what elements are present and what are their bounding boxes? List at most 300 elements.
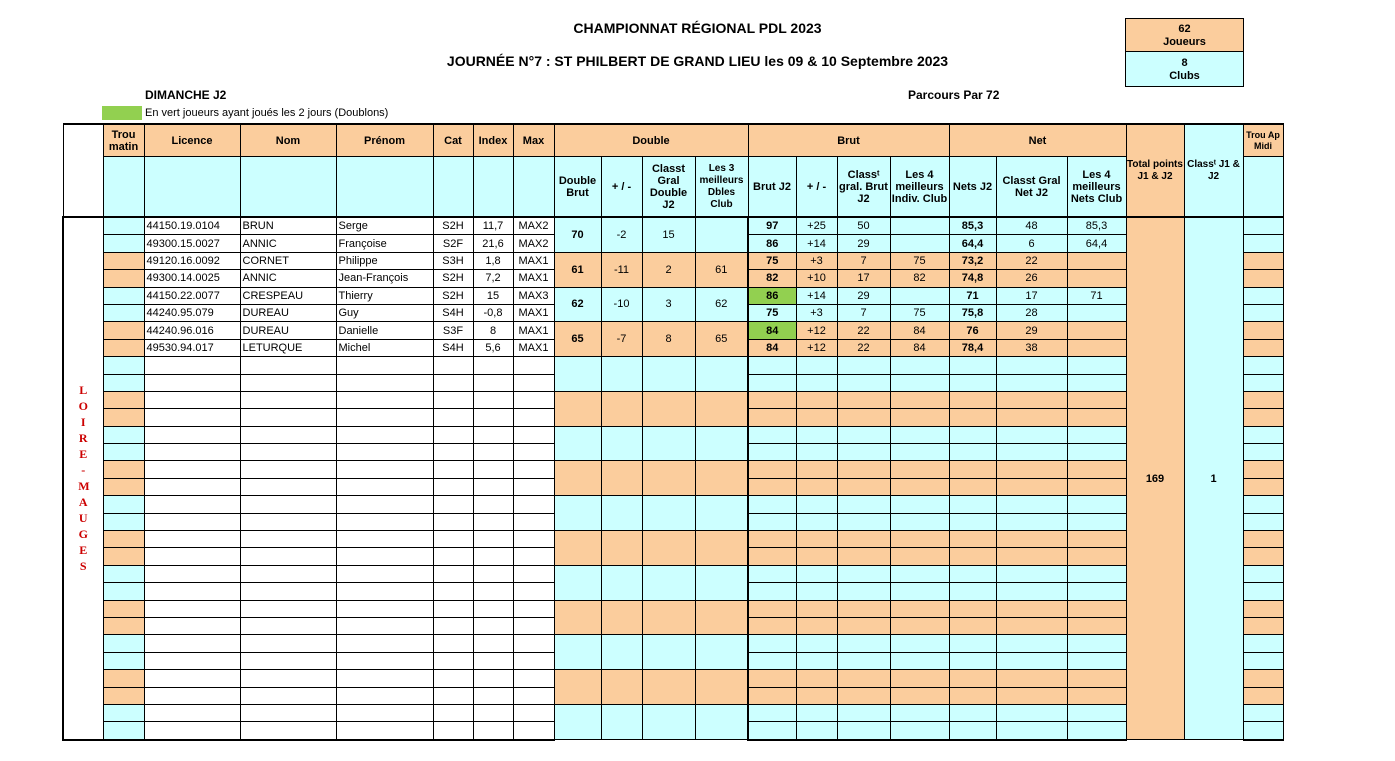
trou-ap-midi-cell [1243,496,1283,513]
double-best3-cell: 61 [695,252,748,287]
classt-brut-cell: 7 [837,252,890,269]
col-double-plus-minus: + / - [601,157,642,218]
col-total-points: Total points J1 & J2 [1126,124,1184,217]
max-cell: MAX2 [513,235,554,252]
brut-plus-minus-cell [796,704,837,721]
double-best3-cell [695,391,748,426]
trou-matin-cell [103,409,144,426]
classt-net-cell [996,444,1067,461]
licence-cell [144,391,240,408]
total-points-cell: 169 [1126,217,1184,740]
licence-cell [144,409,240,426]
prenom-cell: Serge [336,217,433,235]
double-brut-cell: 61 [554,252,601,287]
double-classt-cell [642,391,695,426]
trou-ap-midi-cell [1243,617,1283,634]
trou-matin-cell [103,704,144,721]
best4-indiv-cell [890,687,949,704]
prenom-cell [336,391,433,408]
double-best3-cell [695,565,748,600]
brut-j2-cell [748,357,796,374]
double-plus-minus-cell: -2 [601,217,642,252]
group-double: Double [554,124,748,157]
best4-nets-cell [1067,409,1126,426]
net-j2-cell [949,513,996,530]
double-best3-cell [695,704,748,739]
trou-matin-cell [103,531,144,548]
brut-j2-cell: 75 [748,304,796,321]
max-cell [513,722,554,740]
brut-plus-minus-cell [796,548,837,565]
best4-nets-cell [1067,583,1126,600]
double-classt-cell: 2 [642,252,695,287]
cat-cell [433,391,473,408]
licence-cell [144,722,240,740]
index-cell [473,565,513,582]
brut-plus-minus-cell [796,496,837,513]
brut-j2-cell: 84 [748,322,796,339]
brut-j2-cell [748,687,796,704]
table-row [63,600,1283,617]
nom-cell [240,513,336,530]
best4-indiv-cell [890,391,949,408]
max-cell [513,513,554,530]
licence-cell: 44150.22.0077 [144,287,240,304]
cat-cell [433,670,473,687]
trou-matin-cell [103,217,144,235]
best4-nets-cell [1067,531,1126,548]
brut-plus-minus-cell [796,461,837,478]
brut-plus-minus-cell: +3 [796,252,837,269]
best4-indiv-cell [890,635,949,652]
table-row [63,531,1283,548]
classt-net-cell [996,531,1067,548]
nom-cell [240,600,336,617]
net-j2-cell: 85,3 [949,217,996,235]
double-classt-cell [642,461,695,496]
trou-ap-midi-cell [1243,235,1283,252]
index-cell: 1,8 [473,252,513,269]
classt-brut-cell [837,670,890,687]
max-cell [513,374,554,391]
licence-cell [144,374,240,391]
licence-cell [144,548,240,565]
double-best3-cell: 62 [695,287,748,322]
sub-max [513,157,554,218]
double-brut-cell [554,461,601,496]
nom-cell [240,357,336,374]
prenom-cell [336,461,433,478]
brut-plus-minus-cell [796,374,837,391]
classt-brut-cell: 17 [837,270,890,287]
double-plus-minus-cell [601,635,642,670]
double-brut-cell [554,704,601,739]
brut-j2-cell [748,478,796,495]
double-plus-minus-cell [601,600,642,635]
prenom-cell [336,600,433,617]
classt-net-cell: 26 [996,270,1067,287]
day-label: DIMANCHE J2 [145,88,227,102]
cat-cell [433,600,473,617]
classt-net-cell [996,722,1067,740]
classt-net-cell [996,409,1067,426]
double-best3-cell [695,217,748,252]
table-row [63,704,1283,721]
trou-matin-cell [103,374,144,391]
trou-matin-cell [103,322,144,339]
best4-nets-cell [1067,496,1126,513]
classt-brut-cell [837,548,890,565]
brut-j2-cell: 82 [748,270,796,287]
licence-cell [144,687,240,704]
best4-nets-cell [1067,391,1126,408]
best4-indiv-cell [890,217,949,235]
table-row [63,217,1283,235]
net-j2-cell [949,687,996,704]
classt-net-cell [996,617,1067,634]
index-cell [473,478,513,495]
index-cell [473,357,513,374]
index-cell [473,722,513,740]
classt-brut-cell [837,478,890,495]
nom-cell: LETURQUE [240,339,336,356]
net-j2-cell [949,478,996,495]
table-row [63,496,1283,513]
trou-matin-cell [103,496,144,513]
trou-ap-midi-cell [1243,600,1283,617]
brut-plus-minus-cell: +14 [796,287,837,304]
trou-ap-midi-cell [1243,548,1283,565]
classt-brut-cell [837,652,890,669]
best4-indiv-cell [890,513,949,530]
best4-nets-cell: 64,4 [1067,235,1126,252]
best4-indiv-cell [890,374,949,391]
best4-indiv-cell: 84 [890,322,949,339]
cat-cell [433,374,473,391]
net-j2-cell [949,583,996,600]
cat-cell: S2H [433,270,473,287]
trou-ap-midi-cell [1243,652,1283,669]
best4-nets-cell [1067,322,1126,339]
best4-indiv-cell: 75 [890,304,949,321]
double-classt-cell [642,496,695,531]
trou-matin-cell [103,548,144,565]
nom-cell [240,635,336,652]
prenom-cell [336,496,433,513]
brut-j2-cell [748,722,796,740]
prenom-cell: Philippe [336,252,433,269]
max-cell: MAX1 [513,339,554,356]
brut-j2-cell [748,600,796,617]
best4-indiv-cell [890,617,949,634]
best4-nets-cell [1067,357,1126,374]
nom-cell [240,496,336,513]
double-best3-cell [695,635,748,670]
brut-plus-minus-cell [796,687,837,704]
double-brut-cell: 62 [554,287,601,322]
max-cell: MAX2 [513,217,554,235]
trou-ap-midi-cell [1243,426,1283,443]
classt-net-cell: 6 [996,235,1067,252]
cat-cell: S3F [433,322,473,339]
classt-brut-cell [837,722,890,740]
best4-nets-cell [1067,565,1126,582]
group-brut: Brut [748,124,949,157]
best4-indiv-cell [890,670,949,687]
classt-brut-cell [837,531,890,548]
club-rank-cell: 1 [1184,217,1243,740]
best4-indiv-cell [890,426,949,443]
cat-cell: S2H [433,287,473,304]
double-best3-cell [695,461,748,496]
col-licence: Licence [144,124,240,157]
trou-matin-cell [103,478,144,495]
col-les4-nets: Les 4 meilleurs Nets Club [1067,157,1126,218]
nom-cell [240,548,336,565]
double-plus-minus-cell [601,565,642,600]
double-plus-minus-cell [601,391,642,426]
double-best3-cell [695,600,748,635]
nom-cell: DUREAU [240,304,336,321]
double-classt-cell [642,670,695,705]
trou-ap-midi-cell [1243,357,1283,374]
classt-brut-cell [837,426,890,443]
table-row [63,461,1283,478]
index-cell [473,444,513,461]
best4-nets-cell [1067,548,1126,565]
cat-cell: S3H [433,252,473,269]
nom-cell [240,374,336,391]
prenom-cell [336,722,433,740]
double-best3-cell [695,426,748,461]
classt-brut-cell [837,704,890,721]
classt-net-cell [996,391,1067,408]
trou-ap-midi-cell [1243,322,1283,339]
net-j2-cell [949,652,996,669]
cat-cell [433,652,473,669]
double-classt-cell [642,704,695,739]
index-cell [473,704,513,721]
best4-nets-cell [1067,374,1126,391]
licence-cell [144,583,240,600]
cat-cell: S4H [433,304,473,321]
trou-ap-midi-cell [1243,704,1283,721]
classt-net-cell [996,670,1067,687]
licence-cell [144,531,240,548]
double-brut-cell [554,565,601,600]
index-cell: 8 [473,322,513,339]
classt-net-cell: 38 [996,339,1067,356]
classt-brut-cell: 7 [837,304,890,321]
nom-cell [240,617,336,634]
classt-net-cell [996,704,1067,721]
trou-ap-midi-cell [1243,461,1283,478]
double-brut-cell [554,391,601,426]
nom-cell [240,565,336,582]
trou-matin-cell [103,670,144,687]
double-classt-cell [642,531,695,566]
brut-j2-cell [748,444,796,461]
best4-nets-cell: 71 [1067,287,1126,304]
net-j2-cell [949,374,996,391]
double-plus-minus-cell: -7 [601,322,642,357]
brut-j2-cell: 84 [748,339,796,356]
nom-cell [240,409,336,426]
classt-net-cell: 48 [996,217,1067,235]
cat-cell [433,548,473,565]
brut-j2-cell [748,374,796,391]
cat-cell [433,635,473,652]
sub-licence [144,157,240,218]
col-brut-plus-minus: + / - [796,157,837,218]
max-cell [513,357,554,374]
licence-cell [144,617,240,634]
cat-cell [433,444,473,461]
prenom-cell [336,687,433,704]
max-cell: MAX1 [513,270,554,287]
trou-ap-midi-cell [1243,287,1283,304]
best4-nets-cell [1067,513,1126,530]
trou-matin-cell [103,252,144,269]
index-cell: 5,6 [473,339,513,356]
cat-cell: S2F [433,235,473,252]
classt-net-cell [996,461,1067,478]
prenom-cell [336,357,433,374]
classt-net-cell [996,374,1067,391]
double-brut-cell: 70 [554,217,601,252]
col-les3-dbles: Les 3 meilleurs Dbles Club [695,157,748,218]
index-cell: 15 [473,287,513,304]
net-j2-cell [949,409,996,426]
trou-matin-cell [103,565,144,582]
club-name-cell [63,217,103,740]
licence-cell [144,496,240,513]
col-cat: Cat [433,124,473,157]
double-classt-cell [642,357,695,392]
brut-plus-minus-cell [796,426,837,443]
best4-nets-cell: 85,3 [1067,217,1126,235]
brut-plus-minus-cell [796,531,837,548]
brut-j2-cell: 86 [748,287,796,304]
nom-cell [240,478,336,495]
sub-prenom [336,157,433,218]
col-classt-j1j2: Classᵗ J1 & J2 [1184,124,1243,217]
index-cell [473,391,513,408]
brut-j2-cell [748,635,796,652]
double-best3-cell [695,496,748,531]
licence-cell: 44240.96.016 [144,322,240,339]
best4-indiv-cell [890,600,949,617]
net-j2-cell [949,565,996,582]
trou-ap-midi-cell [1243,304,1283,321]
max-cell [513,687,554,704]
col-prenom: Prénom [336,124,433,157]
club-name: L O I R E - M A U G E S [78,383,90,574]
max-cell [513,652,554,669]
table-row [63,322,1283,339]
index-cell [473,583,513,600]
nom-cell [240,426,336,443]
classt-net-cell [996,426,1067,443]
classt-net-cell [996,687,1067,704]
classt-brut-cell: 29 [837,235,890,252]
classt-brut-cell [837,513,890,530]
licence-cell [144,704,240,721]
double-brut-cell [554,426,601,461]
group-net: Net [949,124,1126,157]
classt-brut-cell [837,600,890,617]
best4-indiv-cell: 82 [890,270,949,287]
best4-indiv-cell [890,583,949,600]
best4-nets-cell [1067,617,1126,634]
trou-matin-cell [103,722,144,740]
sub-cat [433,157,473,218]
net-j2-cell [949,357,996,374]
brut-j2-cell: 75 [748,252,796,269]
double-plus-minus-cell [601,704,642,739]
licence-cell: 49300.15.0027 [144,235,240,252]
club-header-blank [63,124,103,217]
prenom-cell [336,670,433,687]
classt-brut-cell [837,374,890,391]
best4-nets-cell [1067,461,1126,478]
trou-matin-cell [103,426,144,443]
net-j2-cell [949,600,996,617]
prenom-cell [336,548,433,565]
trou-ap-midi-cell [1243,409,1283,426]
brut-plus-minus-cell: +25 [796,217,837,235]
max-cell [513,461,554,478]
double-brut-cell: 65 [554,322,601,357]
nom-cell [240,531,336,548]
cat-cell [433,583,473,600]
prenom-cell [336,704,433,721]
best4-indiv-cell [890,235,949,252]
col-nom: Nom [240,124,336,157]
brut-plus-minus-cell [796,722,837,740]
index-cell [473,426,513,443]
best4-nets-cell [1067,444,1126,461]
brut-j2-cell [748,548,796,565]
best4-nets-cell [1067,478,1126,495]
cat-cell [433,426,473,443]
brut-plus-minus-cell [796,478,837,495]
nom-cell [240,722,336,740]
nom-cell: CRESPEAU [240,287,336,304]
max-cell [513,635,554,652]
trou-ap-midi-cell [1243,478,1283,495]
net-j2-cell [949,444,996,461]
table-row [63,635,1283,652]
max-cell [513,496,554,513]
net-j2-cell: 64,4 [949,235,996,252]
best4-nets-cell [1067,339,1126,356]
trou-ap-midi-cell [1243,531,1283,548]
trou-ap-midi-cell [1243,391,1283,408]
double-best3-cell: 65 [695,322,748,357]
best4-indiv-cell [890,722,949,740]
index-cell [473,496,513,513]
licence-cell: 44150.19.0104 [144,217,240,235]
prenom-cell [336,409,433,426]
classt-net-cell: 29 [996,322,1067,339]
prenom-cell [336,478,433,495]
best4-nets-cell [1067,635,1126,652]
prenom-cell [336,583,433,600]
table-row [63,357,1283,374]
page-title: CHAMPIONNAT RÉGIONAL PDL 2023 [573,20,822,36]
index-cell [473,531,513,548]
